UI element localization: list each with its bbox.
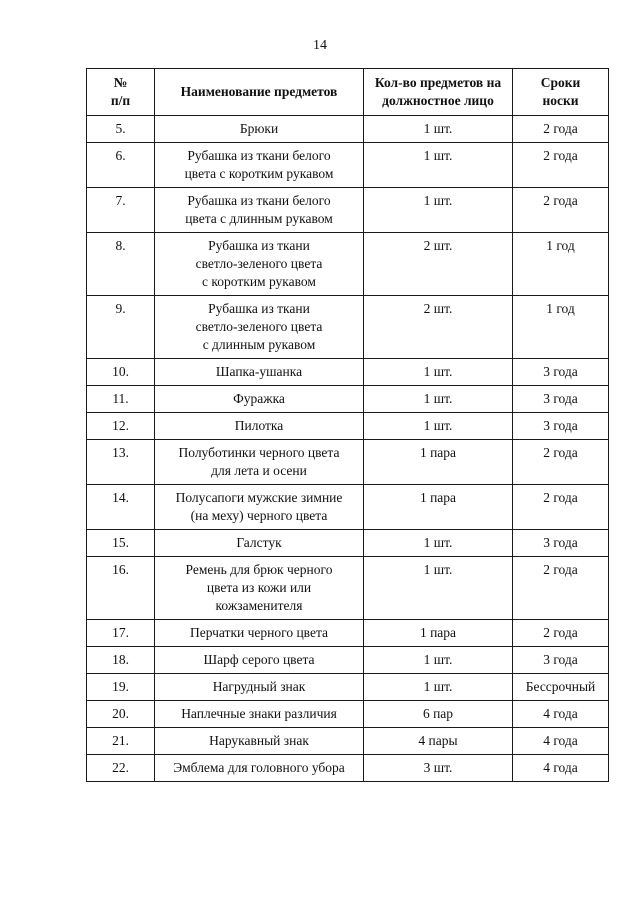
wear-term: 3 года [513, 647, 609, 674]
item-name: Полуботинки черного цвета для лета и осени [155, 440, 364, 485]
item-name: Шапка-ушанка [155, 359, 364, 386]
table-row [87, 647, 609, 674]
row-number: 11. [87, 386, 155, 413]
item-quantity: 1 шт. [364, 188, 513, 233]
table-row [87, 440, 609, 485]
item-quantity: 1 шт. [364, 116, 513, 143]
row-number: 17. [87, 620, 155, 647]
wear-term: 2 года [513, 557, 609, 620]
item-name: Полусапоги мужские зимние (на меху) черного цвета [155, 485, 364, 530]
wear-term: 1 год [513, 233, 609, 296]
item-quantity: 1 шт. [364, 143, 513, 188]
item-quantity: 1 шт. [364, 674, 513, 701]
item-name: Нагрудный знак [155, 674, 364, 701]
item-quantity: 3 шт. [364, 755, 513, 782]
item-name: Рубашка из ткани белого цвета с коротким рукавом [155, 143, 364, 188]
table-row [87, 188, 609, 233]
items-table [86, 68, 609, 782]
table-row [87, 728, 609, 755]
item-name: Фуражка [155, 386, 364, 413]
table-row [87, 674, 609, 701]
item-quantity: 1 шт. [364, 386, 513, 413]
wear-term: 2 года [513, 485, 609, 530]
row-number: 9. [87, 296, 155, 359]
item-quantity: 2 шт. [364, 296, 513, 359]
row-number: 19. [87, 674, 155, 701]
row-number: 13. [87, 440, 155, 485]
item-quantity: 4 пары [364, 728, 513, 755]
item-name: Нарукавный знак [155, 728, 364, 755]
header-item-name: Наименование предметов [155, 69, 364, 116]
header-quantity: Кол-во предметов на должностное лицо [364, 69, 513, 116]
table-header-row [87, 69, 609, 116]
wear-term: 4 года [513, 701, 609, 728]
item-quantity: 2 шт. [364, 233, 513, 296]
item-quantity: 1 шт. [364, 359, 513, 386]
wear-term: 2 года [513, 143, 609, 188]
wear-term: 4 года [513, 755, 609, 782]
item-name: Рубашка из ткани светло-зеленого цвета с коротким рукавом [155, 233, 364, 296]
row-number: 7. [87, 188, 155, 233]
row-number: 20. [87, 701, 155, 728]
item-quantity: 1 шт. [364, 647, 513, 674]
table-body [87, 116, 609, 782]
item-quantity: 1 пара [364, 440, 513, 485]
table-row [87, 413, 609, 440]
item-quantity: 1 шт. [364, 530, 513, 557]
table-row [87, 296, 609, 359]
item-quantity: 1 пара [364, 485, 513, 530]
table-row [87, 359, 609, 386]
item-name: Перчатки черного цвета [155, 620, 364, 647]
table-row [87, 386, 609, 413]
item-name: Эмблема для головного убора [155, 755, 364, 782]
item-quantity: 1 шт. [364, 413, 513, 440]
row-number: 21. [87, 728, 155, 755]
item-name: Пилотка [155, 413, 364, 440]
item-quantity: 1 пара [364, 620, 513, 647]
row-number: 16. [87, 557, 155, 620]
wear-term: 4 года [513, 728, 609, 755]
wear-term: 2 года [513, 188, 609, 233]
row-number: 18. [87, 647, 155, 674]
table-row [87, 530, 609, 557]
wear-term: 3 года [513, 386, 609, 413]
table-row [87, 143, 609, 188]
table-row [87, 755, 609, 782]
row-number: 15. [87, 530, 155, 557]
table-row [87, 620, 609, 647]
header-wear-term: Сроки носки [513, 69, 609, 116]
wear-term: 3 года [513, 359, 609, 386]
wear-term: 1 год [513, 296, 609, 359]
item-name: Брюки [155, 116, 364, 143]
header-number: № п/п [87, 69, 155, 116]
row-number: 6. [87, 143, 155, 188]
row-number: 22. [87, 755, 155, 782]
item-name: Рубашка из ткани светло-зеленого цвета с длинным рукавом [155, 296, 364, 359]
row-number: 12. [87, 413, 155, 440]
table-row [87, 557, 609, 620]
wear-term: 2 года [513, 440, 609, 485]
wear-term: 2 года [513, 116, 609, 143]
row-number: 14. [87, 485, 155, 530]
row-number: 5. [87, 116, 155, 143]
item-quantity: 1 шт. [364, 557, 513, 620]
row-number: 8. [87, 233, 155, 296]
table-row [87, 116, 609, 143]
wear-term: 3 года [513, 530, 609, 557]
item-name: Ремень для брюк черного цвета из кожи или кожзаменителя [155, 557, 364, 620]
wear-term: 3 года [513, 413, 609, 440]
page-number: 14 [313, 38, 327, 53]
row-number: 10. [87, 359, 155, 386]
wear-term: 2 года [513, 620, 609, 647]
item-name: Галстук [155, 530, 364, 557]
table-row [87, 485, 609, 530]
table-row [87, 701, 609, 728]
item-name: Шарф серого цвета [155, 647, 364, 674]
item-name: Рубашка из ткани белого цвета с длинным рукавом [155, 188, 364, 233]
item-quantity: 6 пар [364, 701, 513, 728]
table-row [87, 233, 609, 296]
item-name: Наплечные знаки различия [155, 701, 364, 728]
wear-term: Бессрочный [513, 674, 609, 701]
